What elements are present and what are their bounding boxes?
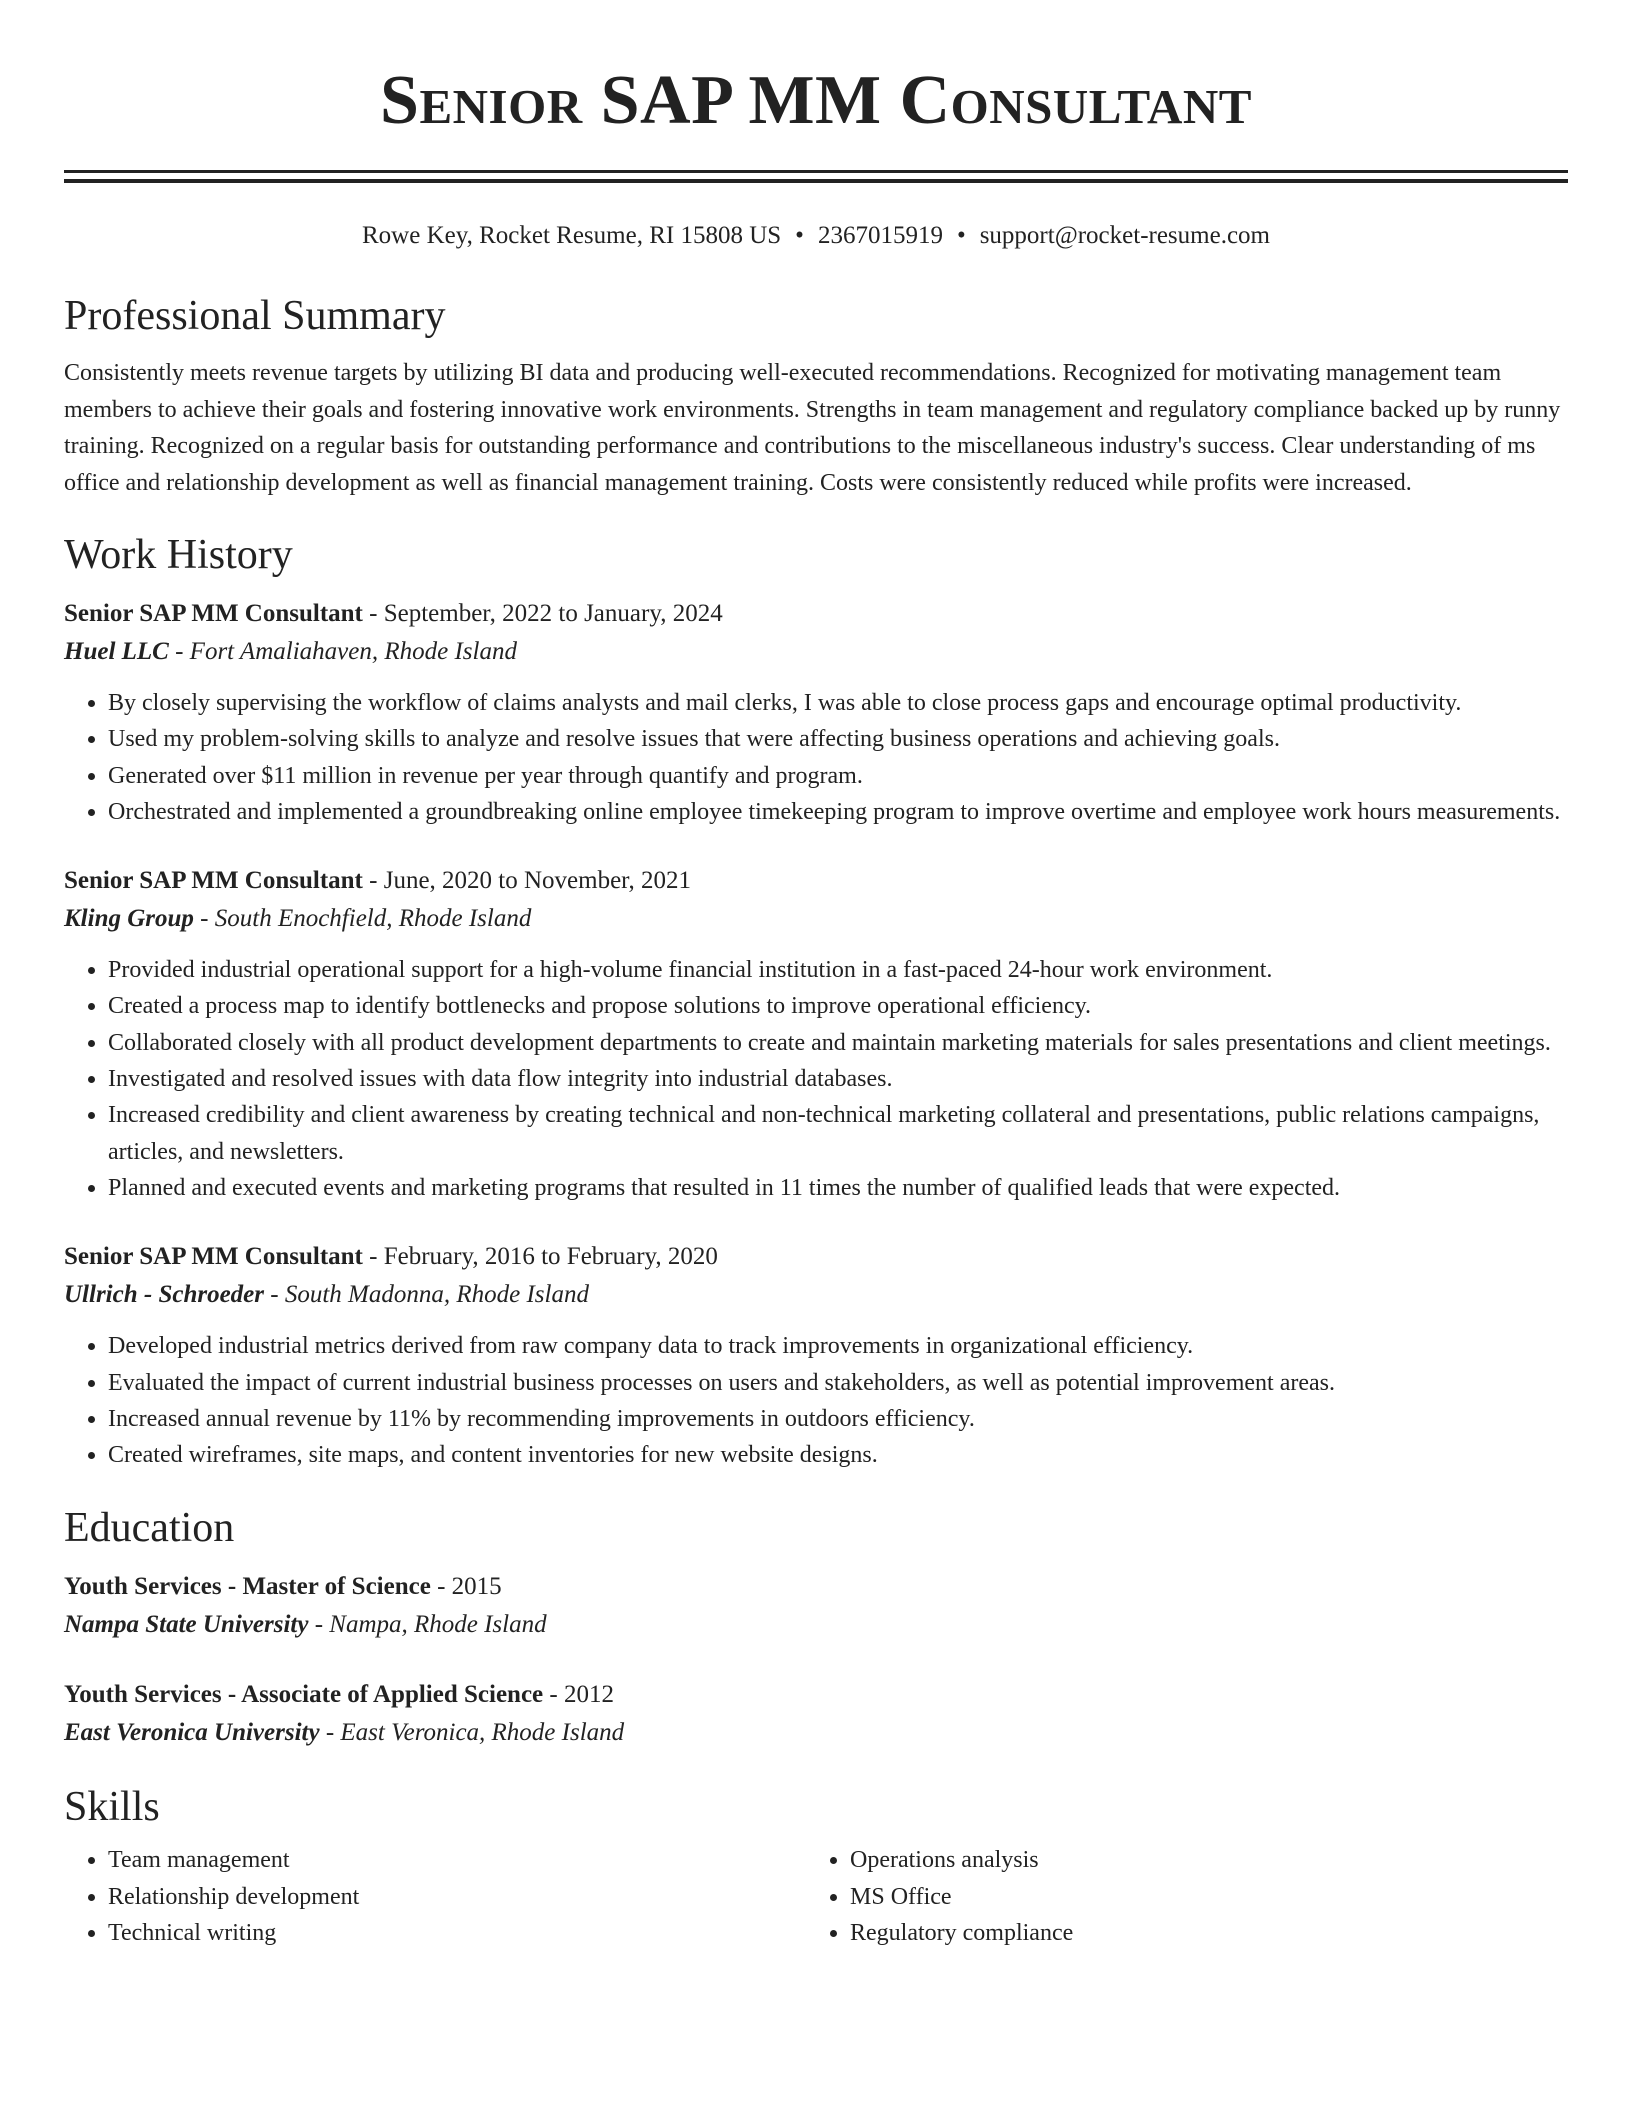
education-degree: Youth Services - Master of Science: [64, 1573, 431, 1601]
education-location: - Nampa, Rhode Island: [308, 1611, 547, 1639]
job-bullets: [64, 952, 1568, 1206]
education-school-line: [64, 1714, 1568, 1752]
job-bullet: • Increased annual revenue by 11% by recommending improvements in outdoors efficiency.: [108, 1401, 1568, 1437]
skill-item: • Technical writing: [108, 1915, 806, 1951]
resume-title: Senior SAP MM Consultant: [380, 62, 1252, 139]
education-degree-line: [64, 1676, 1568, 1714]
skill-item: • Regulatory compliance: [850, 1915, 1548, 1951]
job-bullet: • Investigated and resolved issues with data flow integrity into industrial databases.: [108, 1061, 1568, 1097]
job-bullet: • Increased credibility and client awareness by creating technical and non-technical marketing collateral and presentations, public relations campaigns, articles, and newsletters.: [108, 1097, 1568, 1170]
job-entry: [64, 595, 1568, 830]
job-bullet: • Created wireframes, site maps, and content inventories for new website designs.: [108, 1437, 1568, 1473]
education-year: - 2012: [543, 1681, 614, 1709]
job-bullet: • Generated over $11 million in revenue per year through quantify and program.: [108, 758, 1568, 794]
job-header: [64, 862, 1568, 900]
education-degree-line: [64, 1568, 1568, 1606]
job-employer: [64, 1276, 1568, 1314]
job-bullets: [64, 685, 1568, 830]
job-dates: - February, 2016 to February, 2020: [362, 1243, 718, 1271]
skill-item: • Operations analysis: [850, 1842, 1548, 1878]
job-location: - South Enochfield, Rhode Island: [193, 905, 532, 933]
title-divider-bottom: [64, 179, 1568, 183]
work-history-heading: Work History: [64, 532, 293, 578]
job-title: Senior SAP MM Consultant: [64, 1243, 363, 1271]
skills-column-left: [64, 1842, 806, 1951]
job-location: - Fort Amaliahaven, Rhode Island: [168, 638, 517, 665]
education-entry: [64, 1568, 1568, 1644]
job-company: Kling Group: [64, 905, 194, 933]
job-location: - South Madonna, Rhode Island: [264, 1281, 589, 1309]
job-title: Senior SAP MM Consultant: [64, 600, 363, 627]
job-bullet: • Used my problem-solving skills to analyze and resolve issues that were affecting business operations and achieving goals.: [108, 721, 1568, 757]
job-dates: - June, 2020 to November, 2021: [362, 867, 692, 895]
job-bullet: • Evaluated the impact of current industrial business processes on users and stakeholders, as well as potential improvement areas.: [108, 1365, 1568, 1401]
job-bullets: [64, 1328, 1568, 1473]
education-heading: Education: [64, 1505, 235, 1552]
job-bullet: • Developed industrial metrics derived from raw company data to track improvements in organizational efficiency.: [108, 1328, 1568, 1364]
contact-line: [64, 219, 1568, 253]
job-bullet: • Created a process map to identify bottlenecks and propose solutions to improve operational efficiency.: [108, 988, 1568, 1024]
job-bullet: • Provided industrial operational support for a high-volume financial institution in a fast-paced 24-hour work environment.: [108, 952, 1568, 988]
job-bullet: • By closely supervising the workflow of claims analysts and mail clerks, I was able to close process gaps and encourage optimal productivity.: [108, 685, 1568, 721]
contact-phone: 2367015919: [817, 222, 943, 249]
skills-column-right: [806, 1842, 1548, 1951]
contact-email: support@rocket-resume.com: [979, 222, 1270, 249]
education-school: East Veronica University: [64, 1719, 320, 1747]
education-school: Nampa State University: [64, 1611, 309, 1639]
contact-separator: •: [795, 222, 804, 249]
skill-item: • MS Office: [850, 1879, 1548, 1915]
job-entry: [64, 862, 1568, 1206]
summary-text: Consistently meets revenue targets by utilizing BI data and producing well-executed recommendations. Recognized for motivating management team members to achieve their goals and fostering innovative work environments. Strengths in team management and regulatory compliance backed up by runny training. Recognized on a regular basis for outstanding performance and contributions to the miscellaneous industry's success. Clear understanding of ms office and relationship development as well as financial management training. Costs were consistently reduced while profits were increased.: [64, 360, 1561, 496]
education-location: - East Veronica, Rhode Island: [319, 1719, 625, 1747]
job-header: [64, 595, 1568, 633]
skills-list: [64, 1842, 1568, 1951]
job-dates: - September, 2022 to January, 2024: [362, 600, 723, 627]
job-company: Huel LLC: [64, 638, 169, 665]
education-year: - 2015: [430, 1573, 502, 1601]
contact-address: Rowe Key, Rocket Resume, RI 15808 US: [362, 222, 782, 249]
title-divider-top: [64, 170, 1568, 173]
education-degree: Youth Services - Associate of Applied Science: [64, 1681, 544, 1709]
job-header: [64, 1238, 1568, 1276]
education-entry: [64, 1676, 1568, 1752]
job-employer: [64, 633, 1568, 671]
job-entry: [64, 1238, 1568, 1473]
skill-item: • Team management: [108, 1842, 806, 1878]
job-title: Senior SAP MM Consultant: [64, 867, 363, 895]
job-bullet: • Planned and executed events and marketing programs that resulted in 11 times the number of qualified leads that were expected.: [108, 1170, 1568, 1206]
skill-item: • Relationship development: [108, 1879, 806, 1915]
job-bullet: • Collaborated closely with all product development departments to create and maintain marketing materials for sales presentations and client meetings.: [108, 1025, 1568, 1061]
skills-heading: Skills: [64, 1784, 160, 1831]
education-school-line: [64, 1606, 1568, 1644]
job-bullet: • Orchestrated and implemented a groundbreaking online employee timekeeping program to improve overtime and employee work hours measurements.: [108, 794, 1568, 830]
job-company: Ullrich - Schroeder: [64, 1281, 264, 1309]
job-employer: [64, 900, 1568, 938]
contact-separator: •: [956, 222, 966, 249]
summary-heading: Professional Summary: [64, 293, 446, 339]
